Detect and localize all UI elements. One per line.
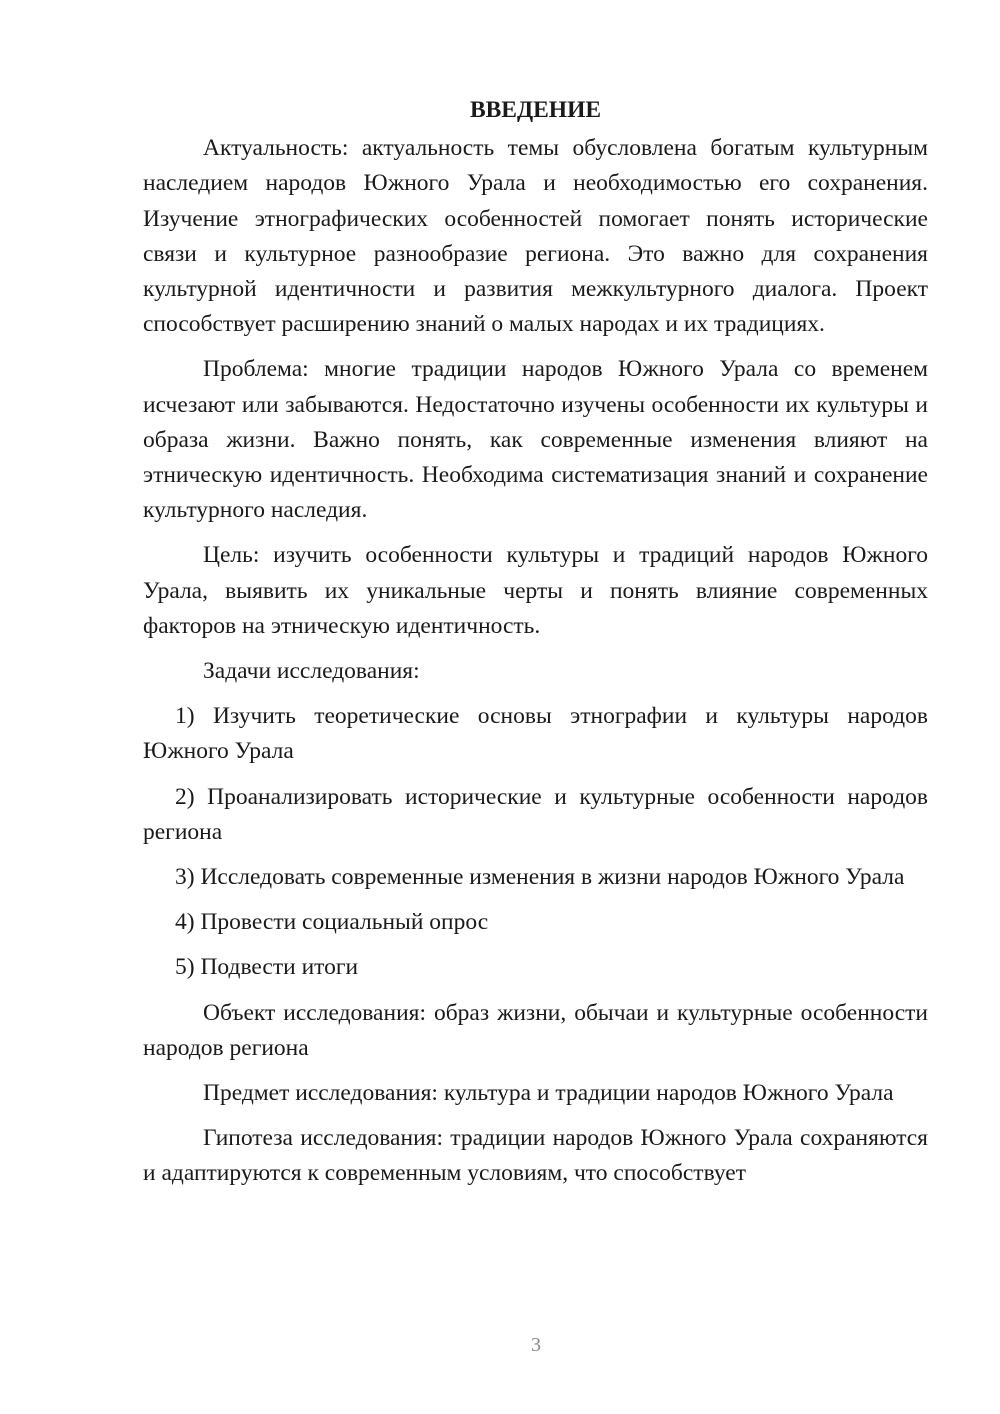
paragraph-hypothesis: Гипотеза исследования: традиции народов Южного Урала сохраняются и адаптируются к современным условиям, что способствует: [143, 1125, 928, 1187]
paragraph-problem: Проблема: многие традиции народов Южного Урала со временем исчезают или забываются. Недостаточно изучены особенности их культуры и образа жизни. Важно понять, как современные изменения влияют на этническую идентичность. Необходима систематизация знаний и сохранение культурного наследия.: [143, 356, 928, 524]
list-item: 1) Изучить теоретические основы этнографии и культуры народов Южного Урала: [143, 703, 928, 765]
tasks-label: Задачи исследования:: [203, 658, 420, 685]
paragraph-goal: Цель: изучить особенности культуры и традиций народов Южного Урала, выявить их уникальные черты и понять влияние современных факторов на этническую идентичность.: [143, 542, 928, 639]
paragraph-subject: Предмет исследования: культура и традиции народов Южного Урала: [203, 1080, 894, 1107]
paragraph-object: Объект исследования: образ жизни, обычаи и культурные особенности народов региона: [143, 999, 928, 1061]
list-item: 3) Исследовать современные изменения в жизни народов Южного Урала: [175, 864, 905, 891]
list-item: 4) Провести социальный опрос: [175, 909, 489, 936]
section-heading: ВВЕДЕНИЕ: [469, 97, 602, 123]
paragraph-relevance: Актуальность: актуальность темы обусловлена богатым культурным наследием народов Южного Урала и необходимостью его сохранения. Изучение этнографических особенностей помогает понять исторические связи и культурное разнообразие региона. Это важно для сохранения культурной идентичности и развития межкультурного диалога. Проект способствует расширению знаний о малых народах и их традициях.: [143, 135, 928, 338]
page-content: [143, 93, 928, 1202]
page-number: 3: [531, 1334, 541, 1356]
list-item: 2) Проанализировать исторические и культурные особенности народов региона: [143, 783, 928, 845]
tasks-list: [143, 699, 928, 985]
list-item: 5) Подвести итоги: [175, 954, 359, 981]
